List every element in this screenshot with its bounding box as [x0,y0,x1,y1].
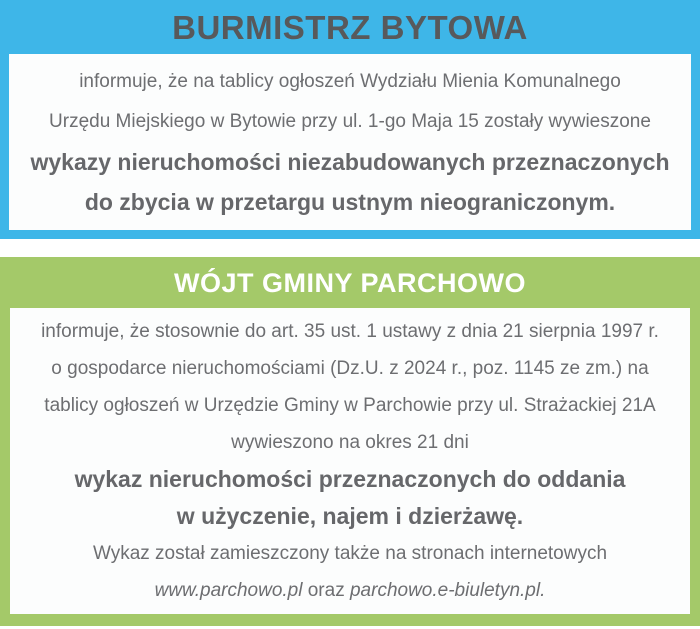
notice-bytow-subject-line: wykazy nieruchomości niezabudowanych przeznaczonych [30,149,670,175]
websites-conjunction: oraz [307,580,345,601]
notice-parchowo-text-line: wywieszono na okres 21 dni [231,432,469,453]
notice-bytow [0,0,700,239]
website-parchowo-ebiuletyn: parchowo.e-biuletyn.pl. [349,580,546,601]
notice-bytow-subject-line: do zbycia w przetargu ustnym nieograniczonym. [84,189,616,215]
notice-parchowo-text-line: tablicy ogłoszeń w Urzędzie Gminy w Parchowie przy ul. Strażackiej 21A [44,395,656,416]
notice-bytow-text-line: Urzędu Miejskiego w Bytowie przy ul. 1-go Maja 15 zostały wywieszone [49,111,651,132]
notice-bytow-body [9,54,691,230]
notice-parchowo-text-line: Wykaz został zamieszczony także na stronach internetowych [92,543,608,564]
notice-parchowo-text-line: o gospodarce nieruchomościami (Dz.U. z 2024 r., poz. 1145 ze zm.) na [51,358,649,379]
notice-parchowo-websites-line [18,572,682,609]
notice-parchowo [0,257,700,626]
notice-bytow-text-line: informuje, że na tablicy ogłoszeń Wydziału Mienia Komunalnego [79,71,621,92]
notice-parchowo-subject-line: wykaz nieruchomości przeznaczonych do oddania [74,466,626,492]
notices-divider [0,239,700,257]
notice-parchowo-text-line: informuje, że stosownie do art. 35 ust. 1 ustawy z dnia 21 sierpnia 1997 r. [41,321,659,342]
notice-parchowo-subject-line: w użyczenie, najem i dzierżawę. [176,503,524,529]
notice-bytow-title: BURMISTRZ BYTOWA [172,9,528,46]
website-parchowo-pl: www.parchowo.pl [154,580,303,601]
notice-parchowo-title: WÓJT GMINY PARCHOWO [174,268,526,298]
notice-parchowo-body [10,308,690,614]
